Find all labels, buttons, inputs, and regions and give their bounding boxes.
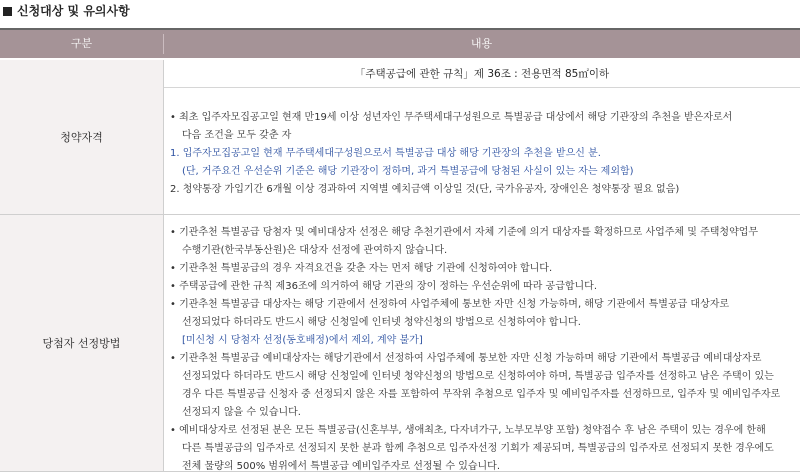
header-category: 구분 xyxy=(70,37,93,50)
section-title-text: 신청대상 및 유의사항 xyxy=(17,4,130,18)
table-row-selection xyxy=(0,215,800,472)
table-row-eligibility xyxy=(0,60,800,215)
list-item: (단, 거주요건 우선순위 기준은 해당 기관장이 정하며, 과거 특별공급에 당첨된 사실이 있는 자는 제외함) xyxy=(182,166,634,177)
list-item: 다음 조건을 모두 갖춘 자 xyxy=(182,130,292,141)
inner-divider xyxy=(164,87,800,88)
rule-reference: 「주택공급에 관한 규칙」제 36조 : 전용면적 85㎡이하 xyxy=(354,68,610,80)
list-item: 1. 입주자모집공고일 현재 무주택세대구성원으로서 특별공급 대상 해당 기관장의 추천을 받으신 분. xyxy=(170,148,601,159)
list-item: 다른 특별공급의 입주자로 선정되지 못한 분과 함께 추첨으로 입주자선정 기회가 제공되며, 특별공급의 입주자로 선정되지 못한 경우에도 xyxy=(182,443,774,454)
list-item: • 기관추천 특별공급 당첨자 및 예비대상자 선정은 해당 추천기관에서 자체 기준에 의거 대상자를 확정하므로 사업주체 및 주택청약업무 xyxy=(170,227,759,238)
list-item: 전체 물량의 500% 범위에서 특별공급 예비입주자로 선정될 수 있습니다. xyxy=(182,461,501,472)
list-item: 선정되었다 하더라도 반드시 해당 신청일에 인터넷 청약신청의 방법으로 신청하여야 하며, 특별공급 입주자를 선정하고 남은 주택이 있는 xyxy=(182,371,774,382)
list-item: 경우 다른 특별공급 신청자 중 선정되지 않은 자를 포함하여 무작위 추첨으로 입주자 및 예비입주자를 선정하므로, 입주자 및 예비입주자로 xyxy=(182,389,781,400)
header-content: 내용 xyxy=(470,37,493,50)
list-item: [미신청 시 당첨자 선정(동호배정)에서 제외, 계약 불가] xyxy=(182,335,423,346)
list-item: 선정되지 않을 수 있습니다. xyxy=(182,407,301,418)
list-item: • 기관추천 특별공급 예비대상자는 해당기관에서 선정하여 사업주체에 통보한 자만 신청 가능하며 해당 기관에서 특별공급 예비대상자로 xyxy=(170,353,762,364)
list-item: • 주택공급에 관한 규칙 제36조에 의거하여 해당 기관의 장이 정하는 우선순위에 따라 공급합니다. xyxy=(170,281,598,292)
row-content-eligibility xyxy=(164,60,800,214)
section-title xyxy=(3,0,130,22)
list-item: 2. 청약통장 가입기간 6개월 이상 경과하여 지역별 예치금액 이상일 것(단, 국가유공자, 장애인은 청약통장 필요 없음) xyxy=(170,184,680,195)
eligibility-table xyxy=(0,28,800,472)
list-item: • 기관추천 특별공급 대상자는 해당 기관에서 선정하여 사업주체에 통보한 자만 신청 가능하며, 해당 기관에서 특별공급 대상자로 xyxy=(170,299,730,310)
table-header xyxy=(0,30,800,58)
list-item: • 최초 입주자모집공고일 현재 만19세 이상 성년자인 무주택세대구성원으로 특별공급 대상에서 해당 기관장의 추천을 받은자로서 xyxy=(170,112,733,123)
square-bullet-icon xyxy=(3,7,12,16)
row-label-eligibility: 청약자격 xyxy=(0,60,164,214)
list-item: • 예비대상자로 선정된 분은 모든 특별공급(신혼부부, 생애최초, 다자녀가구, 노부모부양 포함) 청약접수 후 남은 주택이 있는 경우에 한해 xyxy=(170,425,766,436)
row-content-selection xyxy=(164,215,800,471)
row-label-selection: 당첨자 선정방법 xyxy=(0,215,164,471)
list-item: • 기관추천 특별공급의 경우 자격요건을 갖춘 자는 먼저 해당 기관에 신청하여야 합니다. xyxy=(170,263,553,274)
list-item: 선정되었다 하더라도 반드시 해당 신청일에 인터넷 청약신청의 방법으로 신청하여야 합니다. xyxy=(182,317,581,328)
list-item: 수행기관(한국부동산원)은 대상자 선정에 관여하지 않습니다. xyxy=(182,245,448,256)
